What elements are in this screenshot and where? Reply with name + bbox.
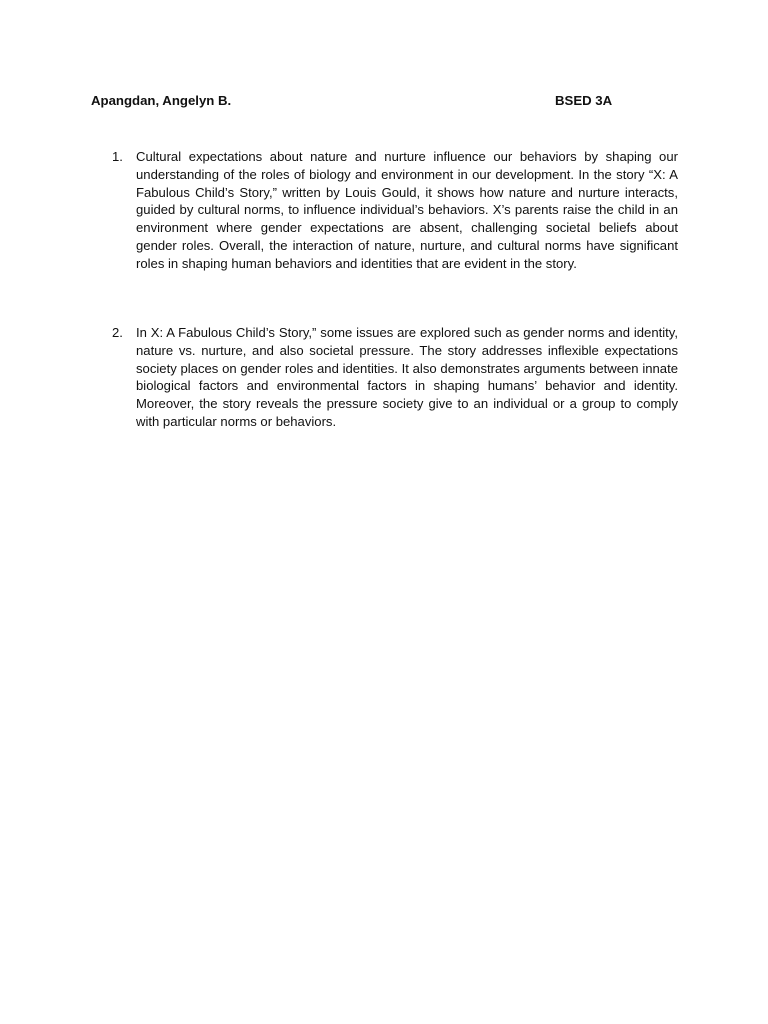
answer-number: 2.	[112, 325, 123, 340]
answer-number: 1.	[112, 149, 123, 164]
answer-text: In X: A Fabulous Child’s Story,” some issues are explored such as gender norms and identity, nature vs. nurture, and also societal pressure. The story addresses inflexible expectations society places on gender roles and identities. It also demonstrates arguments between innate biological factors and environmental factors in shaping humans’ behavior and identity. Moreover, the story reveals the pressure society give to an individual or a group to comply with particular norms or behaviors.	[136, 325, 678, 429]
answer-text: Cultural expectations about nature and nurture influence our behaviors by shaping our understanding of the roles of biology and environment in our development. In the story “X: A Fabulous Child’s Story,” written by Louis Gould, it shows how nature and nurture interacts, guided by cultural norms, to influence individual’s behaviors. X’s parents raise the child in an environment where gender expectations are absent, challenging societal beliefs about gender roles. Overall, the interaction of nature, nurture, and cultural norms have significant roles in shaping human behaviors and identities that are evident in the story.	[136, 149, 678, 271]
student-name: Apangdan, Angelyn B.	[91, 93, 232, 108]
course-section: BSED 3A	[555, 93, 613, 108]
